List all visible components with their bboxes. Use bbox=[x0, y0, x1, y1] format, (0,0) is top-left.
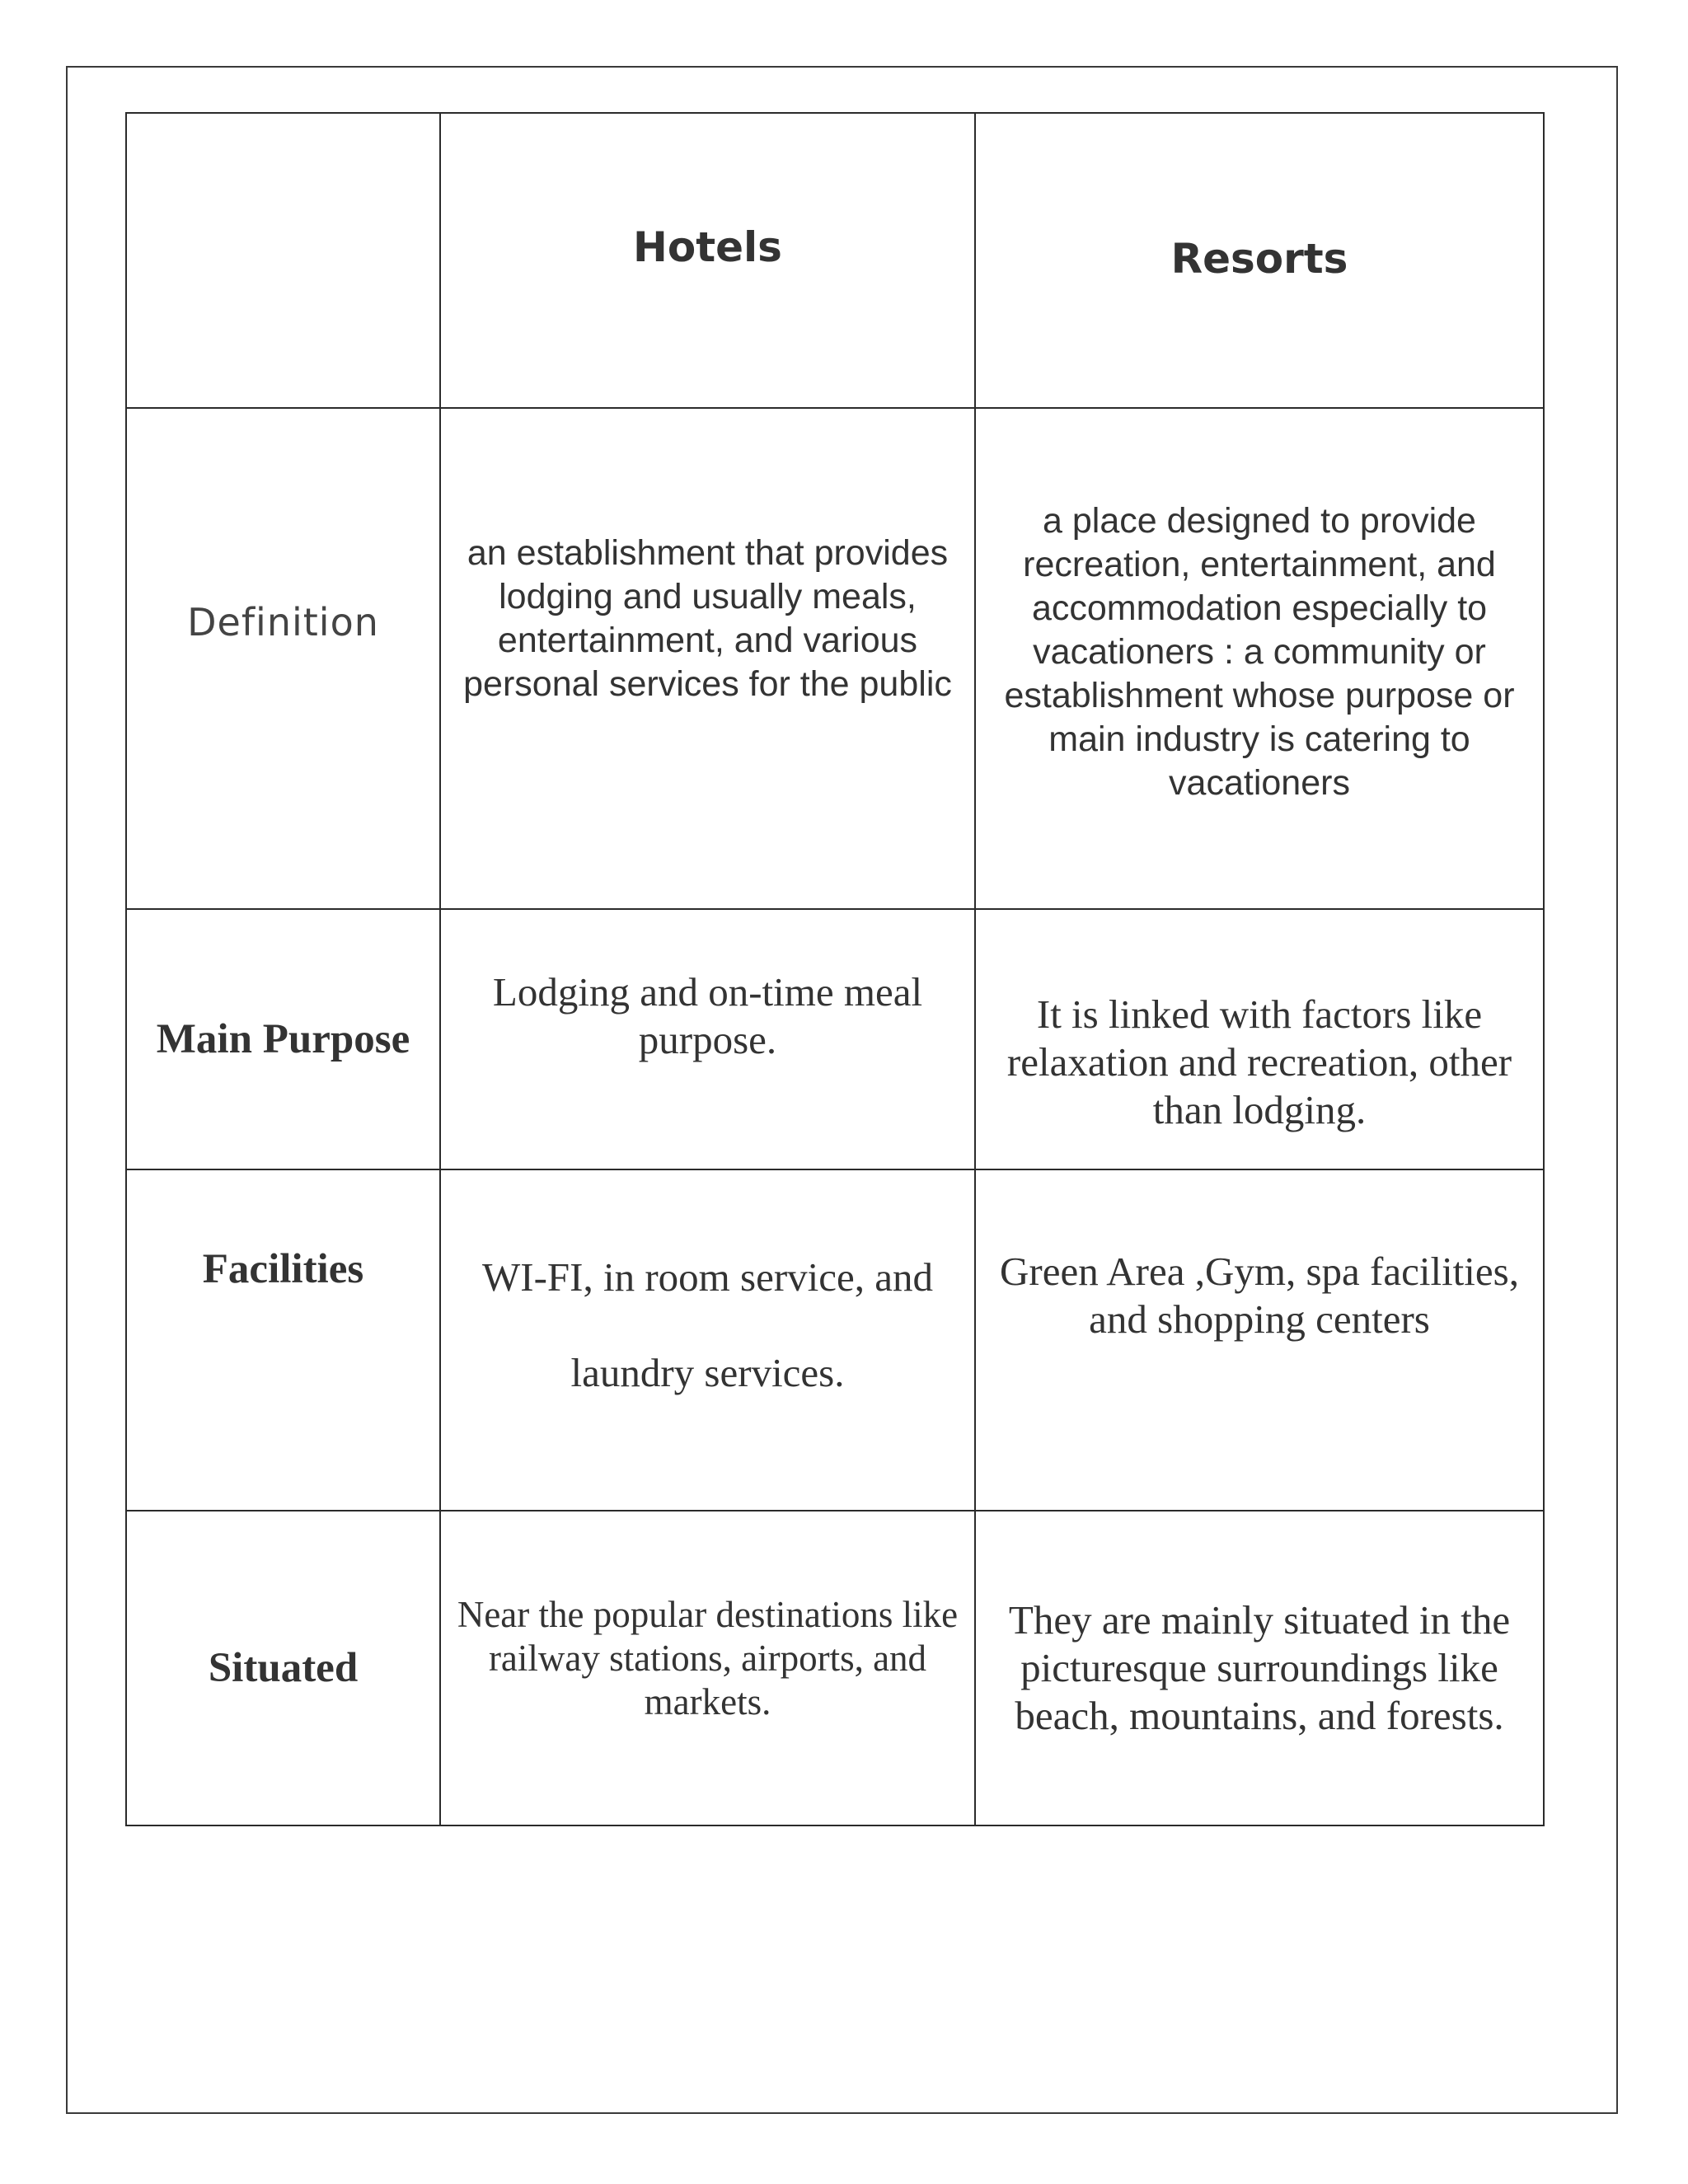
row-label-cell bbox=[126, 1511, 440, 1825]
hotels-facilities-text: WI-FI, in room service, and laundry services. bbox=[482, 1254, 933, 1395]
hotels-main-purpose-text: Lodging and on-time meal purpose. bbox=[492, 969, 923, 1062]
cell-resorts-situated bbox=[975, 1511, 1544, 1825]
row-label-main-purpose: Main Purpose bbox=[156, 1016, 410, 1062]
hotels-situated-text: Near the popular destinations like railway stations, airports, and markets. bbox=[457, 1593, 959, 1722]
resorts-definition-text: a place designed to provide recreation, entertainment, and accommodation especially to vacationers : a community or establishment whose purpose or main industry is catering to vacationers bbox=[1004, 500, 1515, 803]
row-label-cell bbox=[126, 1169, 440, 1511]
header-hotels: Hotels bbox=[633, 223, 782, 271]
row-label-situated: Situated bbox=[208, 1645, 359, 1691]
cell-resorts-main-purpose bbox=[975, 909, 1544, 1169]
row-label-definition: Definition bbox=[187, 600, 379, 644]
cell-hotels-situated bbox=[440, 1511, 975, 1825]
hotels-vs-resorts-table bbox=[125, 112, 1545, 1826]
cell-hotels-facilities bbox=[440, 1169, 975, 1511]
resorts-situated-text: They are mainly situated in the picturesque surroundings like beach, mountains, and forests. bbox=[1008, 1597, 1511, 1738]
table-row-facilities bbox=[126, 1169, 1544, 1511]
cell-hotels-definition bbox=[440, 408, 975, 909]
table-header-row bbox=[126, 113, 1544, 408]
resorts-facilities-text: Green Area ,Gym, spa facilities, and shopping centers bbox=[1000, 1249, 1519, 1342]
row-label-cell bbox=[126, 909, 440, 1169]
table-row-main-purpose bbox=[126, 909, 1544, 1169]
header-cell-hotels bbox=[440, 113, 975, 408]
cell-resorts-facilities bbox=[975, 1169, 1544, 1511]
row-label-cell bbox=[126, 408, 440, 909]
row-label-facilities: Facilities bbox=[202, 1246, 364, 1292]
resorts-main-purpose-text: It is linked with factors like relaxation and recreation, other than lodging. bbox=[1006, 991, 1512, 1132]
table-row-situated bbox=[126, 1511, 1544, 1825]
cell-resorts-definition bbox=[975, 408, 1544, 909]
cell-hotels-main-purpose bbox=[440, 909, 975, 1169]
header-cell-empty bbox=[126, 113, 440, 408]
table-row-definition bbox=[126, 408, 1544, 909]
hotels-definition-text: an establishment that provides lodging and usually meals, entertainment, and various personal services for the public bbox=[463, 533, 952, 704]
header-resorts: Resorts bbox=[1170, 235, 1348, 283]
header-cell-resorts bbox=[975, 113, 1544, 408]
